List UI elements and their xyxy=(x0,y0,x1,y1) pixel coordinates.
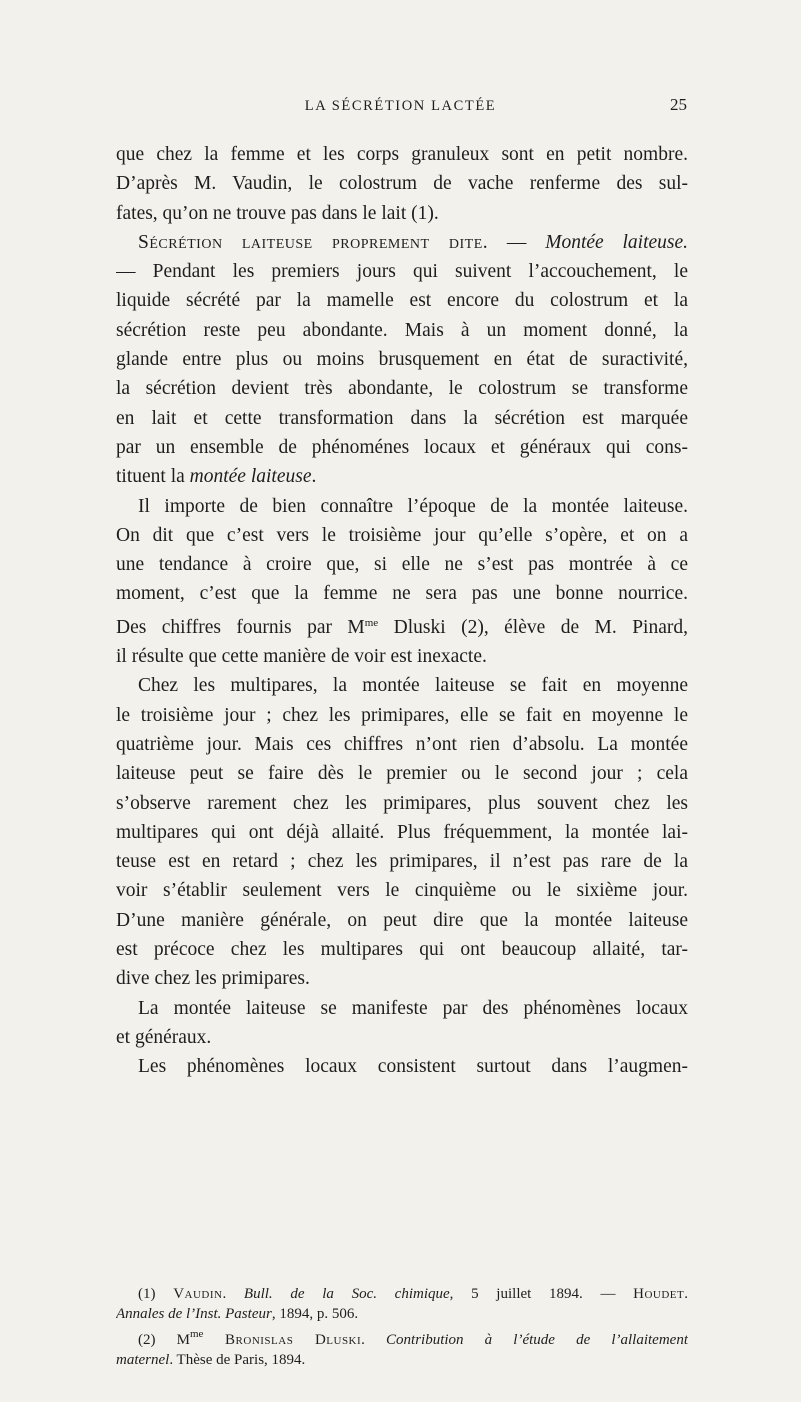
text-line: teuse est en retard ; chez les primipares, il n’est pas rare de la xyxy=(116,851,688,873)
footnote-author: Houdet xyxy=(633,1286,685,1302)
text-line: dive chez les primipares. xyxy=(116,968,310,990)
footnote-author: Bronislas Dluski xyxy=(203,1332,362,1348)
text-line: D’une manière générale, on peut dire que la montée laiteuse xyxy=(116,909,688,931)
text-line: glande entre plus ou moins brusquement en état de suractivité, xyxy=(116,349,688,371)
text-fragment: Dluski (2), élève de M. Pinard, xyxy=(378,616,688,638)
text-fragment: , 1894, p. 506. xyxy=(271,1306,359,1322)
text-line: le troisième jour ; chez les primipares, elle se fait en moyenne le xyxy=(116,704,688,726)
paragraph xyxy=(116,492,688,672)
text-fragment: . xyxy=(222,1286,244,1302)
section-subheading: Montée laiteuse. xyxy=(545,231,688,253)
footnote-title: Bull. de la Soc. chimique xyxy=(243,1286,450,1302)
text-line: liquide sécrété par la mamelle est encore du colostrum et la xyxy=(116,290,688,312)
running-head xyxy=(0,95,801,118)
text-fragment: . xyxy=(311,466,317,488)
footnote-line xyxy=(116,1324,688,1350)
text-line: On dit que c’est vers le troisième jour qu’elle s’opère, et on a xyxy=(116,524,688,546)
text-line: voir s’établir seulement vers le cinquième ou le sixième jour. xyxy=(116,880,688,902)
text-line: Les phénomènes locaux consistent surtout dans l’augmen- xyxy=(138,1056,688,1078)
footnote-line xyxy=(116,1304,688,1324)
footnote-marker: (1) xyxy=(138,1286,174,1302)
text-fragment: . xyxy=(684,1286,688,1302)
paragraph xyxy=(116,1052,688,1081)
text-line: en lait et cette transformation dans la sécrétion est marquée xyxy=(116,407,688,429)
footnote-1 xyxy=(116,1284,688,1324)
page-number: 25 xyxy=(670,95,687,114)
text-line: La montée laiteuse se manifeste par des phénomènes locaux xyxy=(138,997,688,1019)
heading-dash: — xyxy=(488,231,546,253)
section-paragraph xyxy=(116,228,688,492)
text-line: une tendance à croire que, si elle ne s’est pas montrée à ce xyxy=(116,554,688,576)
section-heading-line xyxy=(116,228,688,257)
text-fragment: . Thèse de Paris, 1894. xyxy=(169,1352,306,1368)
text-line: et généraux. xyxy=(116,1026,212,1048)
text-fragment: . xyxy=(361,1332,387,1348)
text-line: que chez la femme et les corps granuleux sont en petit nombre. xyxy=(116,144,688,165)
text-line: quatrième jour. Mais ces chiffres n’ont rien d’absolu. La montée xyxy=(116,733,688,755)
superscript: me xyxy=(364,616,379,629)
footnotes xyxy=(116,1284,688,1370)
body-text xyxy=(116,140,688,1082)
footnote-marker: (2) M xyxy=(138,1332,190,1348)
text-line: Il importe de bien connaître l’époque de la montée laiteuse. xyxy=(138,495,688,517)
footnote-author: Vaudin xyxy=(173,1286,223,1302)
paragraph xyxy=(116,671,688,993)
text-fragment: , 5 juillet 1894. — xyxy=(449,1286,634,1302)
text-line: est précoce chez les multipares qui ont beaucoup allaité, tar- xyxy=(116,939,688,961)
text-line: multipares qui ont déjà allaité. Plus fréquemment, la montée lai- xyxy=(116,821,688,843)
footnote-line xyxy=(116,1350,688,1370)
text-line: moment, c’est que la femme ne sera pas une bonne nourrice. xyxy=(116,583,688,605)
text-line: D’après M. Vaudin, le colostrum de vache renferme des sul- xyxy=(116,173,688,195)
text-line: il résulte que cette manière de voir est inexacte. xyxy=(116,646,487,668)
term-montee-laiteuse: montée laiteuse xyxy=(189,466,312,488)
footnote-title: maternel xyxy=(116,1352,170,1368)
text-fragment: Des chiffres fournis par M xyxy=(116,616,365,638)
text-line: fates, qu’on ne trouve pas dans le lait (1). xyxy=(116,202,439,224)
text-line: laiteuse peut se faire dès le premier ou le second jour ; cela xyxy=(116,763,688,785)
running-title: LA SÉCRÉTION LACTÉE xyxy=(304,98,497,114)
footnote-line xyxy=(116,1284,688,1304)
paragraph xyxy=(116,994,688,1053)
footnote-title: Annales de l’Inst. Pasteur xyxy=(116,1306,272,1322)
footnote-title: Contribution à l’étude de l’allaitement xyxy=(386,1332,688,1348)
section-heading: Sécrétion laiteuse proprement dite. xyxy=(138,231,489,253)
paragraph xyxy=(116,140,688,228)
text-line: sécrétion reste peu abondante. Mais à un moment donné, la xyxy=(116,319,688,341)
text-line: Chez les multipares, la montée laiteuse se fait en moyenne xyxy=(138,675,688,697)
text-line: s’observe rarement chez les primipares, plus souvent chez les xyxy=(116,792,688,814)
superscript: me xyxy=(189,1328,204,1340)
text-line: la sécrétion devient très abondante, le colostrum se transforme xyxy=(116,378,688,400)
text-line xyxy=(116,609,688,642)
text-line: par un ensemble de phénoménes locaux et généraux qui cons- xyxy=(116,436,688,458)
text-line xyxy=(116,462,688,491)
text-fragment: tituent la xyxy=(116,466,190,488)
text-line: — Pendant les premiers jours qui suivent l’accouchement, le xyxy=(116,261,688,283)
footnote-2 xyxy=(116,1324,688,1370)
